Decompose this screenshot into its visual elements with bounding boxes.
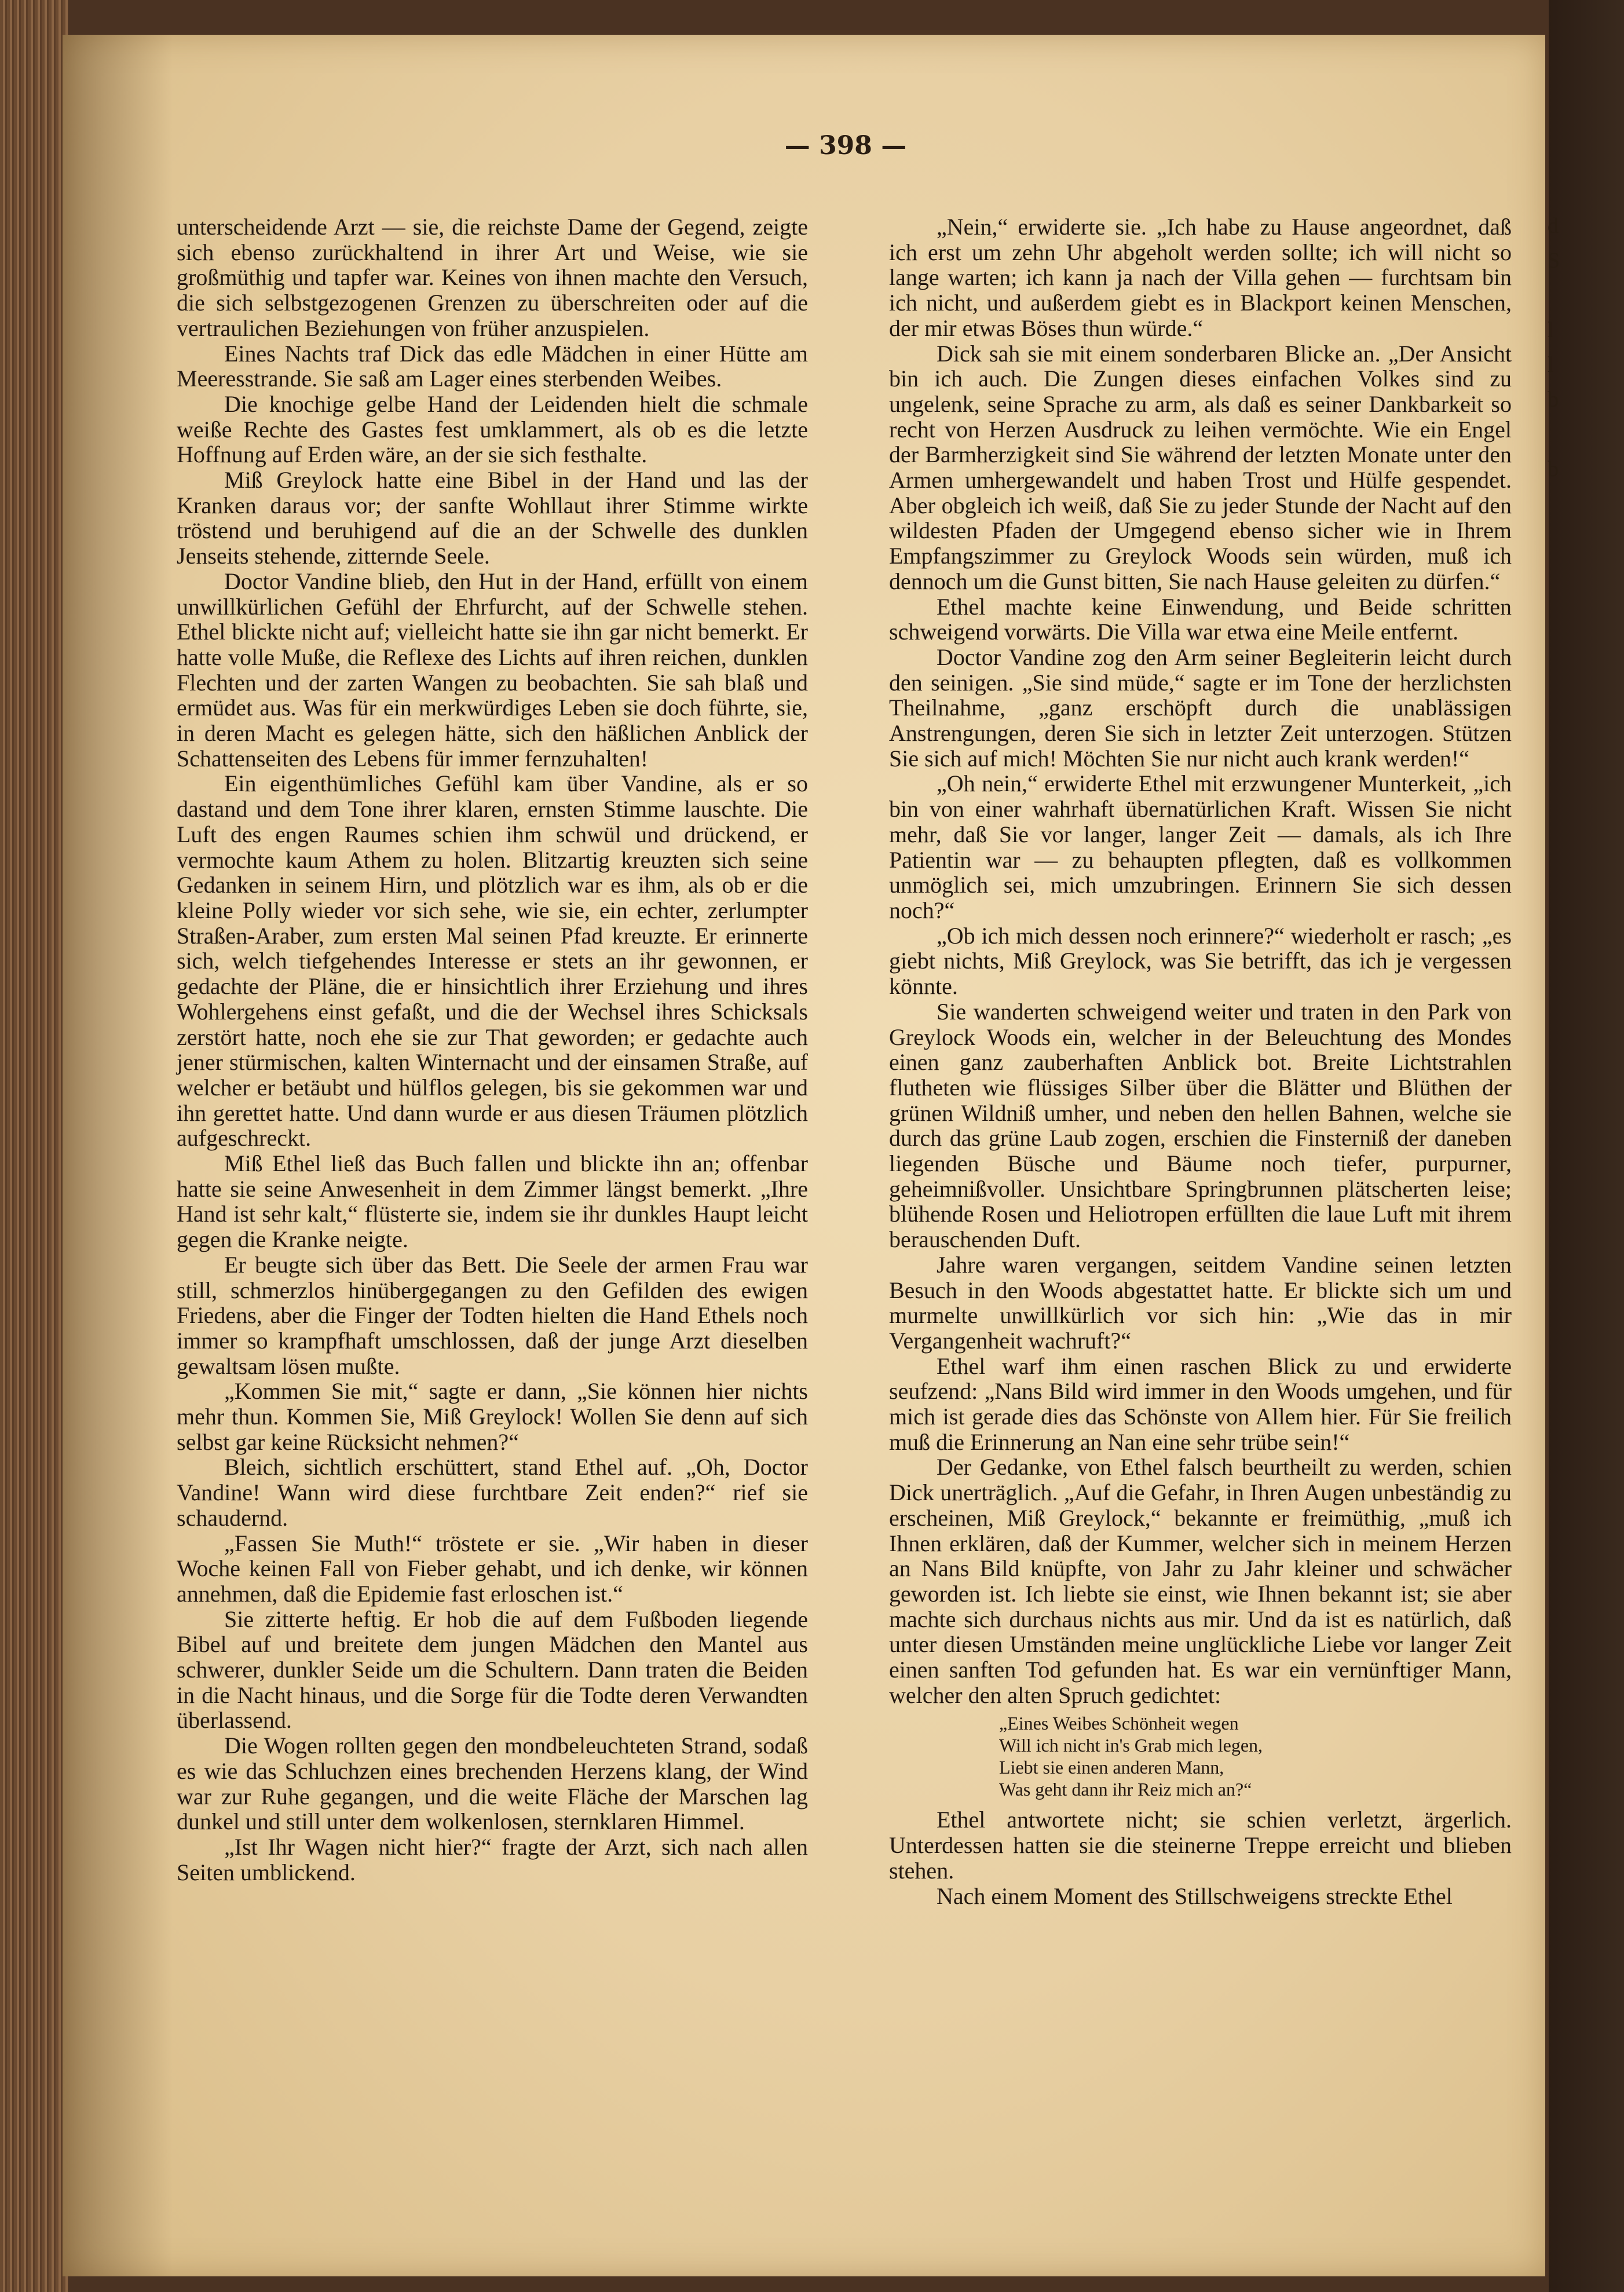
paragraph: „Kommen Sie mit,“ sagte er dann, „Sie können hier nichts mehr thun. Kommen Sie, Miß Greylock! Wollen Sie denn auf sich selbst gar keine Rücksicht nehmen?“ bbox=[177, 1378, 808, 1455]
left-text-column bbox=[177, 214, 808, 1885]
right-text-column bbox=[889, 214, 1512, 1909]
verse-line: „Eines Weibes Schönheit wegen bbox=[999, 1713, 1239, 1734]
paragraph: „Oh nein,“ erwiderte Ethel mit erzwungener Munterkeit, „ich bin von einer wahrhaft übernatürlichen Kraft. Wissen Sie nicht mehr, daß Sie vor langer, langer Zeit — damals, als ich Ihre Patientin war — zu behaupten pflegten, daß es vollkommen unmöglich sei, mich umzubringen. Erinnern Sie sich dessen noch?“ bbox=[889, 770, 1512, 923]
paragraph: Doctor Vandine zog den Arm seiner Begleiterin leicht durch den seinigen. „Sie sind müde,“ sagte er im Tone der herzlichsten Theilnahme, „ganz erschöpft durch die unablässigen Anstrengungen, deren Sie sich in letzter Zeit unterzogen. Stützen Sie sich auf mich! Möchten Sie nur nicht auch krank werden!“ bbox=[889, 644, 1512, 772]
paragraph: unterscheidende Arzt — sie, die reichste Dame der Gegend, zeigte sich ebenso zurückhaltend in ihrer Art und Weise, wie sie großmüthig und tapfer war. Keines von ihnen machte den Versuch, die sich selbstgezogenen Grenzen zu überschreiten oder auf die vertraulichen Beziehungen von früher anzuspielen. bbox=[177, 214, 808, 341]
quoted-verse bbox=[999, 1712, 1512, 1800]
adjacent-page-shadow bbox=[1549, 0, 1624, 2292]
sliver-letter: l bbox=[1548, 318, 1554, 342]
gutter-shadow bbox=[63, 35, 173, 2276]
paragraph: Nach einem Moment des Stillschweigens streckte Ethel bbox=[937, 1882, 1453, 1909]
sliver-letter: d bbox=[1548, 214, 1559, 238]
paragraph: Ein eigenthümliches Gefühl kam über Vandine, als er so dastand und dem Tone ihrer klaren, ernsten Stimme lauschte. Die Luft des engen Raumes schien ihm schwül und drückend, er vermochte kaum Athem zu holen. Blitzartig kreuzten sich seine Gedanken in seinem Hirn, und plötzlich war es ihm, als ob er die kleine Polly wieder vor sich sehe, wie sie, ein echter, zerlumpter Straßen-Araber, zum ersten Mal seinen Pfad kreuzte. Er erinnerte sich, welch tiefgehendes Interesse er stets an ihr gewonnen, er gedachte der Pläne, die er hinsichtlich ihrer Erziehung und ihres Wohlergehens einst gefaßt, und die der Wechsel ihres Schicksals zerstört hatte, noch ehe sie zur That geworden; er gedachte auch jener stürmischen, kalten Winternacht und der einsamen Straße, auf welcher er betäubt und hülflos gelegen, bis sie gekommen war und ihn gerettet hatte. Und dann wurde er aus diesen Träumen plötzlich aufgeschreckt. bbox=[177, 770, 808, 1152]
right-column-paragraphs-bottom bbox=[889, 1807, 1512, 1909]
verse-line: Liebt sie einen anderen Mann, bbox=[999, 1757, 1224, 1778]
paragraph: Eines Nachts traf Dick das edle Mädchen in einer Hütte am Meeresstrande. Sie saß am Lager eines sterbenden Weibes. bbox=[177, 340, 808, 392]
sliver-letter: b bbox=[1548, 388, 1559, 412]
next-page-text-sliver bbox=[1548, 209, 1559, 487]
sliver-letter bbox=[1548, 417, 1559, 452]
book-page-edges bbox=[0, 0, 68, 2292]
paragraph: Ethel warf ihm einen raschen Blick zu und erwiderte seufzend: „Nans Bild wird immer in den Woods umgehen, und für mich ist gerade dies das Schönste von Allem hier. Für Sie freilich muß die Erinnerung an Nan eine sehr trübe sein!“ bbox=[889, 1352, 1512, 1455]
paragraph: Doctor Vandine blieb, den Hut in der Hand, erfüllt von einem unwillkürlichen Gefühl der Ehrfurcht, auf der Schwelle stehen. Ethel blickte nicht auf; vielleicht hatte sie ihn gar nicht bemerkt. Er hatte volle Muße, die Reflexe des Lichts auf ihren reichen, dunklen Flechten und der zarten Wangen zu beobachten. Sie sah blaß und ermüdet aus. Was für ein merkwürdiges Leben sie doch führte, sie, in deren Macht es gelegen hätte, sich den häßlichen Anblick der Schattenseiten des Lebens für immer fernzuhalten! bbox=[177, 568, 808, 772]
paragraph: Miß Greylock hatte eine Bibel in der Hand und las der Kranken daraus vor; der sanfte Wohllaut ihrer Stimme wirkte tröstend und beruhigend auf die an der Schwelle des dunklen Jenseits stehende, zitternde Seele. bbox=[177, 467, 808, 569]
sliver-letter: b bbox=[1548, 457, 1559, 481]
paragraph: Der Gedanke, von Ethel falsch beurtheilt zu werden, schien Dick unerträglich. „Auf die Gefahr, in Ihren Augen unbeständig zu erscheinen, Miß Greylock,“ bekannte er freimüthig, „muß ich Ihnen erklären, daß der Kummer, welcher sich in meinem Herzen an Nans Bild knüpfte, von Jahr zu Jahr kleiner und schwächer geworden ist. Ich liebte sie einst, wie Ihnen bekannt ist; sie aber machte sich durchaus nichts aus mir. Und da ist es natürlich, daß unter diesen Umständen meine unglückliche Liebe vor langer Zeit einen sanften Tod gefunden hat. Es war ein vernünftiger Mann, welcher den alten Spruch gedichtet: bbox=[889, 1454, 1512, 1708]
paragraph: Sie zitterte heftig. Er hob die auf dem Fußboden liegende Bibel auf und breitete dem jungen Mädchen den Mantel aus schwerer, dunkler Seide um die Schultern. Dann traten die Beiden in die Nacht hinaus, und die Sorge für die Todte deren Verwandten überlassend. bbox=[177, 1606, 808, 1734]
paragraph: Miß Ethel ließ das Buch fallen und blickte ihn an; offenbar hatte sie seine Anwesenheit in dem Zimmer längst bemerkt. „Ihre Hand ist sehr kalt,“ flüsterte sie, indem sie ihr dunkles Haupt leicht gegen die Kranke neigte. bbox=[177, 1150, 808, 1253]
sliver-letter bbox=[1548, 278, 1559, 313]
paragraph: Er beugte sich über das Bett. Die Seele der armen Frau war still, schmerzlos hinübergegangen zu den Gefilden des ewigen Friedens, aber die Finger der Todten hielten die Hand Ethels noch immer so krampfhaft umschlossen, daß der junge Arzt dieselben gewaltsam lösen mußte. bbox=[177, 1251, 808, 1379]
paragraph: Ethel machte keine Einwendung, und Beide schritten schweigend vorwärts. Die Villa war etwa eine Meile entfernt. bbox=[889, 593, 1512, 645]
verse-line: Was geht dann ihr Reiz mich an?“ bbox=[999, 1779, 1252, 1800]
sliver-letter: S bbox=[1548, 248, 1560, 273]
paragraph: Ethel antwortete nicht; sie schien verletzt, ärgerlich. Unterdessen hatten sie die steinerne Treppe erreicht und blieben stehen. bbox=[889, 1807, 1512, 1884]
paragraph: Dick sah sie mit einem sonderbaren Blicke an. „Der Ansicht bin ich auch. Die Zungen dieses einfachen Volkes sind zu ungelenk, seine Sprache zu arm, als daß es seiner Dankbarkeit so recht von Herzen Ausdruck zu leihen vermöchte. Wie ein Engel der Barmherzigkeit sind Sie während der letzten Monate unter den Armen umhergewandelt und haben Trost und Hülfe gespendet. Aber obgleich ich weiß, daß Sie zu jeder Stunde der Nacht auf den wildesten Pfaden der Umgegend ebenso sicher wie in Ihrem Empfangszimmer zu Greylock Woods sein würden, muß ich dennoch um die Gunst bitten, Sie nach Hause geleiten zu dürfen.“ bbox=[889, 340, 1512, 594]
paragraph: Die Wogen rollten gegen den mondbeleuchteten Strand, sodaß es wie das Schluchzen eines brechenden Herzens klang, der Wind war zur Ruhe gegangen, und die weite Fläche der Marschen lag dunkel und still unter dem wolkenlosen, sternklaren Himmel. bbox=[177, 1732, 808, 1835]
paragraph: „Ist Ihr Wagen nicht hier?“ fragte der Arzt, sich nach allen Seiten umblickend. bbox=[177, 1834, 808, 1885]
paragraph: Bleich, sichtlich erschüttert, stand Ethel auf. „Oh, Doctor Vandine! Wann wird diese furchtbare Zeit enden?“ rief sie schaudernd. bbox=[177, 1454, 808, 1531]
sliver-letter: l bbox=[1548, 353, 1554, 377]
paragraph: Die knochige gelbe Hand der Leidenden hielt die schmale weiße Rechte des Gastes fest umklammert, als ob es die letzte Hoffnung auf Erden wäre, an der sie sich festhalte. bbox=[177, 390, 808, 468]
verse-line: Will ich nicht in's Grab mich legen, bbox=[999, 1735, 1263, 1756]
right-column-paragraphs-top bbox=[889, 214, 1512, 1708]
paragraph: „Fassen Sie Muth!“ tröstete er sie. „Wir haben in dieser Woche keinen Fall von Fieber gehabt, und ich denke, wir können annehmen, daß die Epidemie fast erloschen ist.“ bbox=[177, 1530, 808, 1607]
paragraph: Sie wanderten schweigend weiter und traten in den Park von Greylock Woods ein, welcher in der Beleuchtung des Mondes einen ganz zauberhaften Anblick bot. Breite Lichtstrahlen flutheten wie flüssiges Silber über die Blätter und Blüthen der grünen Wildniß umher, und neben den hellen Bahnen, welche sie durch das grüne Laub zogen, erschien die Finsterniß der daneben liegenden Büsche und Bäume noch tiefer, purpurner, geheimnißvoller. Unsichtbare Springbrunnen plätscherten leise; blühende Rosen und Heliotropen erfüllten die laue Luft mit ihrem berauschenden Duft. bbox=[889, 998, 1512, 1253]
page-number: — 398 — bbox=[784, 131, 907, 160]
paragraph: Jahre waren vergangen, seitdem Vandine seinen letzten Besuch in den Woods abgestattet hatte. Er blickte sich um und murmelte unwillkürlich vor sich hin: „Wie das in mir Vergangenheit wachruft?“ bbox=[889, 1251, 1512, 1354]
paragraph: „Ob ich mich dessen noch erinnere?“ wiederholt er rasch; „es giebt nichts, Miß Greylock, was Sie betrifft, das ich je vergessen könnte. bbox=[889, 922, 1512, 1000]
paragraph: „Nein,“ erwiderte sie. „Ich habe zu Hause angeordnet, daß ich erst um zehn Uhr abgeholt werden sollte; ich will nicht so lange warten; ich kann ja nach der Villa gehen — furchtsam bin ich nicht, und außerdem giebt es in Blackport keinen Menschen, der mir etwas Böses thun würde.“ bbox=[889, 214, 1512, 341]
